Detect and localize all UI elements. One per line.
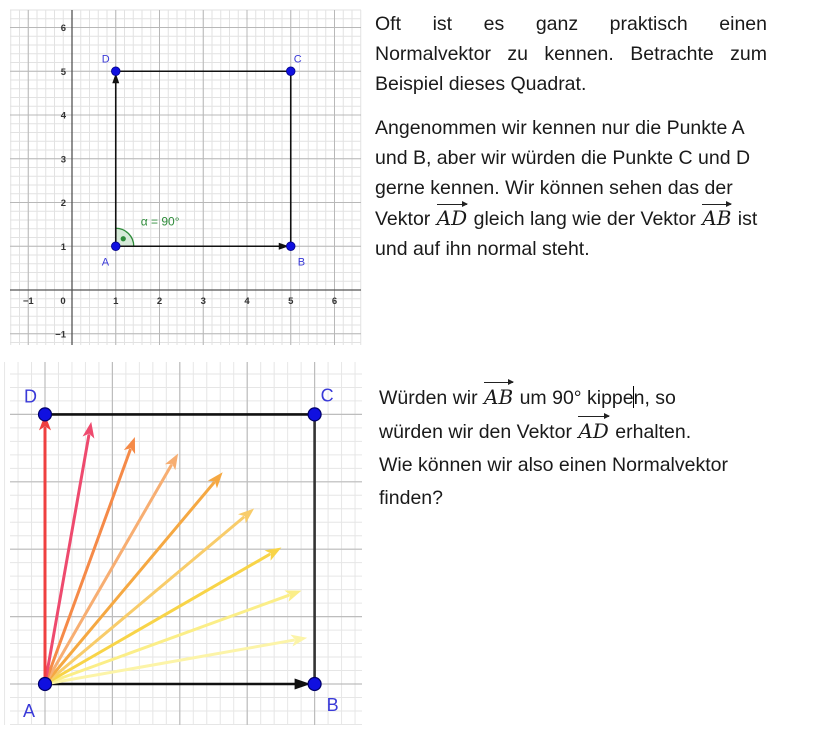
x-tick-label: 3 — [200, 296, 206, 307]
point-d — [111, 67, 120, 76]
question-line-4: finden? — [379, 487, 443, 509]
x-tick-label: 6 — [331, 296, 338, 307]
text-segment: gleich lang wie der Vektor — [468, 208, 702, 230]
text-segment: erhalten. — [609, 421, 692, 443]
point-c — [308, 408, 321, 421]
text-segment: Würden wir — [379, 387, 484, 409]
y-tick-label: 2 — [60, 198, 66, 209]
question-line-3: Wie können wir also einen Normalvektor — [379, 454, 728, 476]
square-shape — [112, 71, 291, 250]
question-line-1 — [379, 381, 809, 415]
text-segment: ist und auf ihn normal steht. — [375, 208, 758, 260]
point-c — [286, 67, 295, 76]
intro-text — [375, 9, 767, 264]
point-label-d: D — [24, 386, 37, 407]
rotated-vector-10deg — [45, 635, 307, 684]
x-tick-label: −1 — [22, 296, 34, 307]
text-segment: würden wir den Vektor — [379, 421, 578, 443]
point-d — [39, 408, 52, 421]
point-a — [39, 678, 52, 691]
vector-ad-notation: AD — [577, 415, 609, 448]
point-label-d: D — [101, 53, 110, 66]
angle-label: α = 90° — [140, 214, 180, 229]
x-tick-label: 5 — [288, 296, 294, 307]
vector-ab-notation: AB — [701, 203, 732, 233]
y-tick-label: 6 — [60, 23, 66, 34]
grid — [10, 10, 361, 345]
square-coordinate-plot — [0, 0, 365, 350]
text-segment: um 90° kippe — [514, 387, 634, 409]
point-label-b: B — [297, 256, 306, 269]
y-tick-label: −1 — [55, 329, 66, 341]
y-tick-label: 4 — [60, 110, 66, 122]
y-tick-label: 5 — [60, 66, 66, 78]
point-a — [111, 242, 120, 251]
y-tick-label: 1 — [60, 241, 66, 253]
intro-line-1: Oft ist es ganz praktisch einen — [375, 13, 767, 35]
x-tick-label: 0 — [60, 296, 66, 307]
intro-paragraph-2 — [375, 113, 767, 264]
question-line-2 — [379, 415, 809, 449]
point-label-c: C — [320, 385, 334, 406]
x-tick-label: 1 — [113, 296, 119, 307]
point-label-c: C — [293, 53, 302, 66]
point-label-a: A — [101, 256, 110, 269]
vector-ab-notation: AB — [483, 381, 514, 414]
intro-paragraph-1 — [375, 9, 767, 99]
vector-ad-notation: AD — [436, 203, 468, 233]
point-label-a: A — [23, 701, 36, 721]
x-tick-label: 4 — [244, 296, 250, 307]
intro-rest-1: Normalvektor zu kennen. Betrachte zum Beispiel dieses Quadrat. — [375, 43, 767, 95]
text-segment: Angenommen wir kennen nur die Punkte A und B, aber wir würden die Punkte C und D gerne kennen. Wir können sehen das der Vektor — [375, 117, 751, 230]
x-tick-label: 2 — [156, 296, 163, 307]
question-text[interactable] — [379, 381, 809, 515]
text-segment: n, so — [633, 387, 676, 409]
rotating-vectors-plot — [0, 355, 368, 735]
rotated-vector-80deg — [45, 422, 94, 684]
point-b — [308, 678, 321, 691]
right-angle-dot — [121, 236, 126, 241]
point-label-b: B — [326, 695, 339, 715]
y-tick-label: 3 — [60, 154, 66, 166]
point-b — [286, 242, 295, 251]
